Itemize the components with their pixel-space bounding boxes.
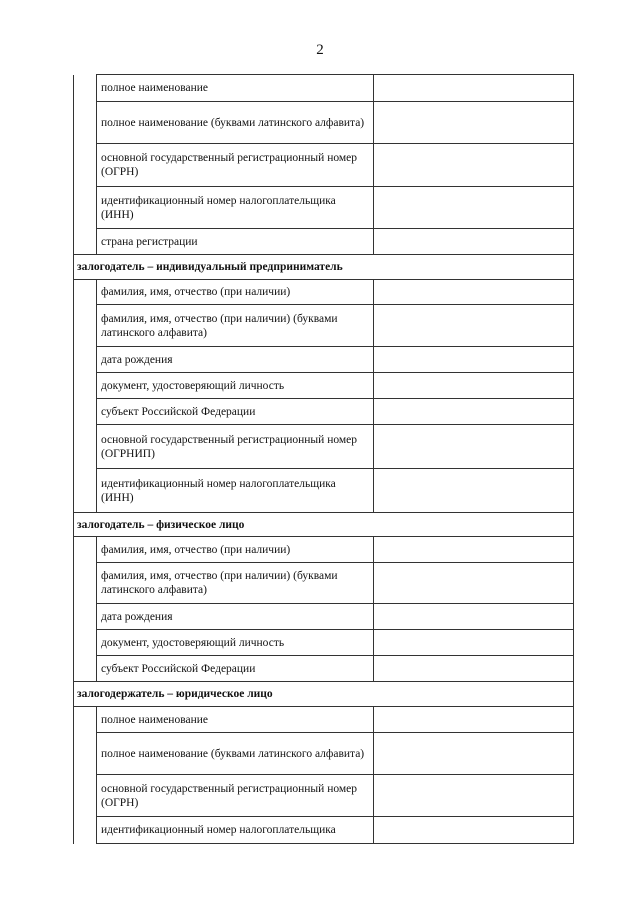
- table-row: [74, 102, 574, 144]
- page-number: 2: [316, 42, 324, 58]
- table-row: [74, 469, 574, 513]
- field-value-cell[interactable]: [374, 399, 574, 425]
- field-value-cell[interactable]: [374, 280, 574, 305]
- table-row: [74, 144, 574, 187]
- field-label: документ, удостоверяющий личность: [97, 373, 374, 399]
- table-row: [74, 280, 574, 305]
- field-value-cell[interactable]: [374, 604, 574, 630]
- section-title: залогодержатель – юридическое лицо: [74, 682, 574, 707]
- field-value-cell[interactable]: [374, 347, 574, 373]
- table-row: [74, 399, 574, 425]
- field-label: субъект Российской Федерации: [97, 656, 374, 682]
- table-row: [74, 187, 574, 229]
- indent-cell: [74, 469, 97, 513]
- indent-cell: [74, 75, 97, 102]
- indent-cell: [74, 817, 97, 844]
- field-label: идентификационный номер налогоплательщика (ИНН): [97, 187, 374, 229]
- field-value-cell[interactable]: [374, 469, 574, 513]
- indent-cell: [74, 656, 97, 682]
- table-row: [74, 563, 574, 604]
- table-row: [74, 630, 574, 656]
- field-label: идентификационный номер налогоплательщика: [97, 817, 374, 844]
- indent-cell: [74, 775, 97, 817]
- section-header-row: [74, 682, 574, 707]
- field-label: дата рождения: [97, 347, 374, 373]
- table-row: [74, 775, 574, 817]
- field-value-cell[interactable]: [374, 187, 574, 229]
- field-label: основной государственный регистрационный номер (ОГРН): [97, 775, 374, 817]
- indent-cell: [74, 563, 97, 604]
- section-title: залогодатель – физическое лицо: [74, 513, 574, 537]
- indent-cell: [74, 733, 97, 775]
- table-row: [74, 229, 574, 255]
- table-row: [74, 75, 574, 102]
- section-header-row: [74, 255, 574, 280]
- field-value-cell[interactable]: [374, 425, 574, 469]
- table-row: [74, 425, 574, 469]
- field-label: дата рождения: [97, 604, 374, 630]
- field-label: фамилия, имя, отчество (при наличии): [97, 280, 374, 305]
- indent-cell: [74, 305, 97, 347]
- field-value-cell[interactable]: [374, 817, 574, 844]
- field-label: фамилия, имя, отчество (при наличии) (буквами латинского алфавита): [97, 305, 374, 347]
- table-row: [74, 656, 574, 682]
- field-value-cell[interactable]: [374, 707, 574, 733]
- table-row: [74, 604, 574, 630]
- field-label: полное наименование: [97, 75, 374, 102]
- indent-cell: [74, 347, 97, 373]
- indent-cell: [74, 707, 97, 733]
- field-label: фамилия, имя, отчество (при наличии) (буквами латинского алфавита): [97, 563, 374, 604]
- field-label: документ, удостоверяющий личность: [97, 630, 374, 656]
- field-label: основной государственный регистрационный номер (ОГРНИП): [97, 425, 374, 469]
- table-row: [74, 537, 574, 563]
- indent-cell: [74, 144, 97, 187]
- field-label: фамилия, имя, отчество (при наличии): [97, 537, 374, 563]
- field-value-cell[interactable]: [374, 775, 574, 817]
- indent-cell: [74, 102, 97, 144]
- indent-cell: [74, 425, 97, 469]
- indent-cell: [74, 604, 97, 630]
- table-row: [74, 707, 574, 733]
- field-value-cell[interactable]: [374, 733, 574, 775]
- field-value-cell[interactable]: [374, 102, 574, 144]
- field-value-cell[interactable]: [374, 563, 574, 604]
- field-value-cell[interactable]: [374, 373, 574, 399]
- table-row: [74, 347, 574, 373]
- field-value-cell[interactable]: [374, 656, 574, 682]
- section-title: залогодатель – индивидуальный предприниматель: [74, 255, 574, 280]
- field-label: основной государственный регистрационный номер (ОГРН): [97, 144, 374, 187]
- field-value-cell[interactable]: [374, 144, 574, 187]
- form-table: [73, 74, 574, 844]
- field-label: полное наименование: [97, 707, 374, 733]
- table-row: [74, 305, 574, 347]
- table-row: [74, 733, 574, 775]
- field-value-cell[interactable]: [374, 537, 574, 563]
- field-label: идентификационный номер налогоплательщика (ИНН): [97, 469, 374, 513]
- field-label: страна регистрации: [97, 229, 374, 255]
- field-value-cell[interactable]: [374, 75, 574, 102]
- section-header-row: [74, 513, 574, 537]
- table-row: [74, 373, 574, 399]
- indent-cell: [74, 187, 97, 229]
- field-value-cell[interactable]: [374, 229, 574, 255]
- indent-cell: [74, 537, 97, 563]
- field-value-cell[interactable]: [374, 305, 574, 347]
- indent-cell: [74, 280, 97, 305]
- indent-cell: [74, 399, 97, 425]
- table-row: [74, 817, 574, 844]
- field-label: субъект Российской Федерации: [97, 399, 374, 425]
- field-value-cell[interactable]: [374, 630, 574, 656]
- indent-cell: [74, 229, 97, 255]
- field-label: полное наименование (буквами латинского алфавита): [97, 102, 374, 144]
- indent-cell: [74, 630, 97, 656]
- indent-cell: [74, 373, 97, 399]
- field-label: полное наименование (буквами латинского алфавита): [97, 733, 374, 775]
